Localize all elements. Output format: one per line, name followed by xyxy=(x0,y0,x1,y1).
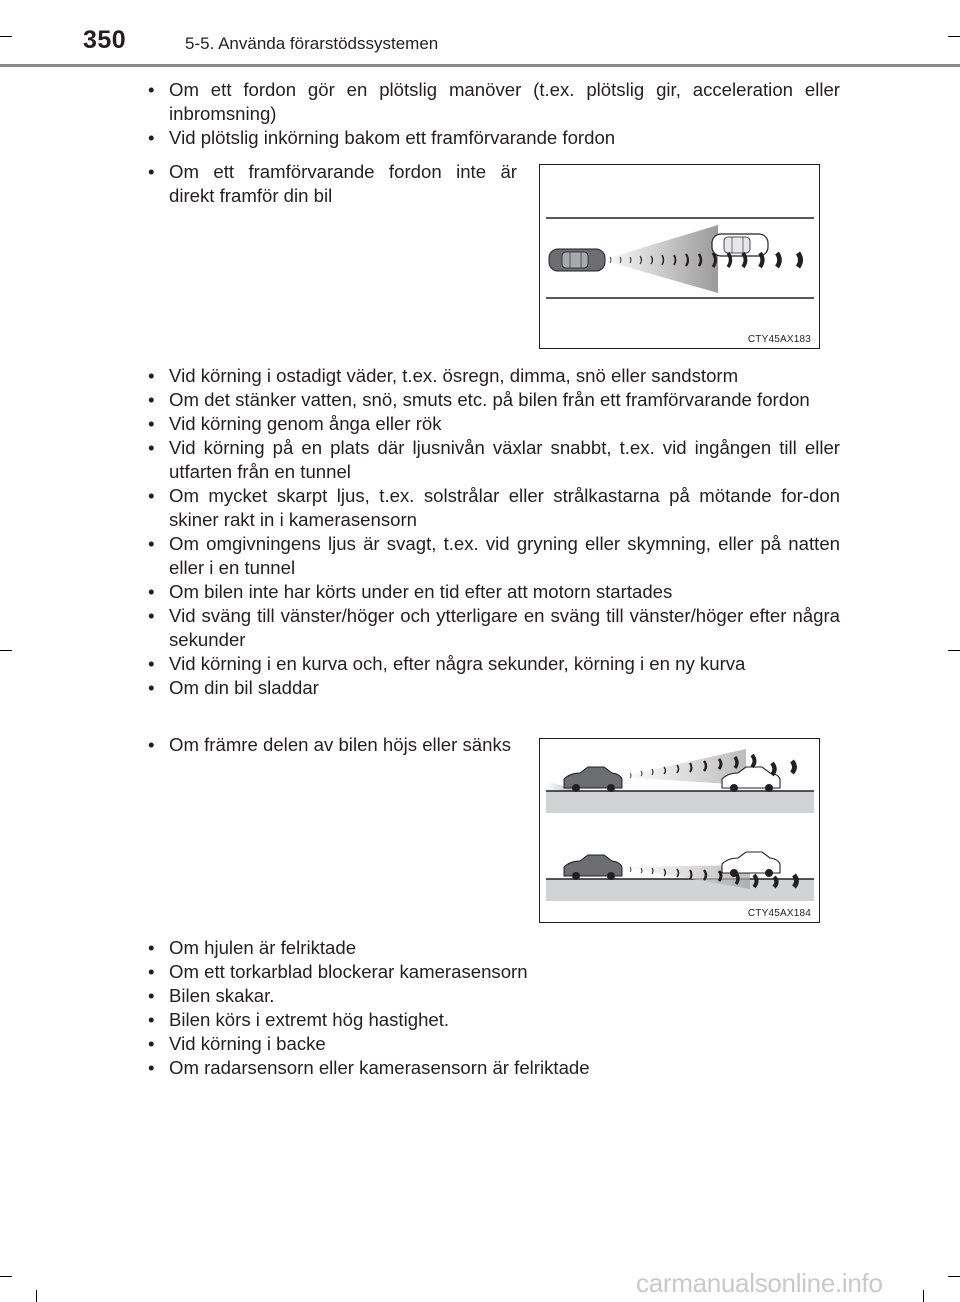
list-item: • Om bilen inte har körts under en tid efter att motorn startades xyxy=(145,580,840,604)
list-item: • Bilen körs i extremt hög hastighet. xyxy=(145,1008,840,1032)
list-item: • Vid körning genom ånga eller rök xyxy=(145,412,840,436)
crop-mark xyxy=(948,1276,960,1277)
list-item: • Vid sväng till vänster/höger och ytterligare en sväng till vänster/höger efter några sekunder xyxy=(145,604,840,652)
list-item: • Om det stänker vatten, snö, smuts etc. på bilen från ett framförvarande fordon xyxy=(145,388,840,412)
crop-mark xyxy=(948,36,960,37)
page-number: 350 xyxy=(83,26,127,54)
road-shading xyxy=(546,791,814,813)
crop-mark xyxy=(0,36,12,37)
road-shading xyxy=(546,879,814,901)
crop-mark xyxy=(0,1276,12,1277)
figure-code: CTY45AX184 xyxy=(747,908,811,919)
list-item: • Vid körning i ostadigt väder, t.ex. ösregn, dimma, snö eller sandstorm xyxy=(145,364,840,388)
list-item: • Vid körning i en kurva och, efter några sekunder, körning i en ny kurva xyxy=(145,652,840,676)
list-item: • Bilen skakar. xyxy=(145,984,840,1008)
list-item: • Om hjulen är felriktade xyxy=(145,936,840,960)
preceding-car xyxy=(712,234,768,256)
list-item: • Om ett fordon gör en plötslig manöver (t.ex. plötslig gir, acceleration eller inbromsning) xyxy=(145,78,840,126)
list-item: • Vid körning på en plats där ljusnivån växlar snabbt, t.ex. vid ingången till eller utfarten från en tunnel xyxy=(145,436,840,484)
list-item: • Om ett torkarblad blockerar kamerasensorn xyxy=(145,960,840,984)
header-rule xyxy=(0,64,960,67)
figure-vehicle-pitch xyxy=(539,738,820,923)
figure-code: CTY45AX183 xyxy=(747,334,811,345)
list-item: • Om mycket skarpt ljus, t.ex. solstrålar eller strålkastarna på mötande for-don skiner rakt in i kamerasensorn xyxy=(145,484,840,532)
condition-list-top xyxy=(145,78,840,150)
list-item: • Om radarsensorn eller kamerasensorn är felriktade xyxy=(145,1056,840,1080)
offset-vehicle-detection-illustration xyxy=(540,165,819,348)
condition-list-vehicle-state xyxy=(145,936,840,1080)
crop-mark xyxy=(923,1290,924,1302)
watermark: carmanualsonline.info xyxy=(636,1268,883,1298)
section-title: 5-5. Använda förarstödssystemen xyxy=(185,34,439,53)
own-car xyxy=(549,249,605,271)
list-item: • Om främre delen av bilen höjs eller sänks xyxy=(145,733,517,757)
condition-list-vehicle-pitch xyxy=(145,733,517,757)
crop-mark xyxy=(948,650,960,651)
figure-offset-vehicle xyxy=(539,164,820,349)
list-item: • Om omgivningens ljus är svagt, t.ex. vid gryning eller skymning, eller på natten eller i en tunnel xyxy=(145,532,840,580)
list-item: • Om din bil sladdar xyxy=(145,676,840,700)
list-item: • Om ett framförvarande fordon inte är direkt framför din bil xyxy=(145,160,517,208)
condition-list-offset-vehicle xyxy=(145,160,517,208)
crop-mark xyxy=(36,1290,37,1302)
condition-list-environment xyxy=(145,364,840,700)
preceding-car xyxy=(722,852,780,877)
list-item: • Vid körning i backe xyxy=(145,1032,840,1056)
vehicle-pitch-detection-illustration xyxy=(540,739,819,922)
list-item: • Vid plötslig inkörning bakom ett framförvarande fordon xyxy=(145,126,840,150)
own-car xyxy=(564,855,622,880)
own-car xyxy=(564,767,622,792)
crop-mark xyxy=(0,650,12,651)
